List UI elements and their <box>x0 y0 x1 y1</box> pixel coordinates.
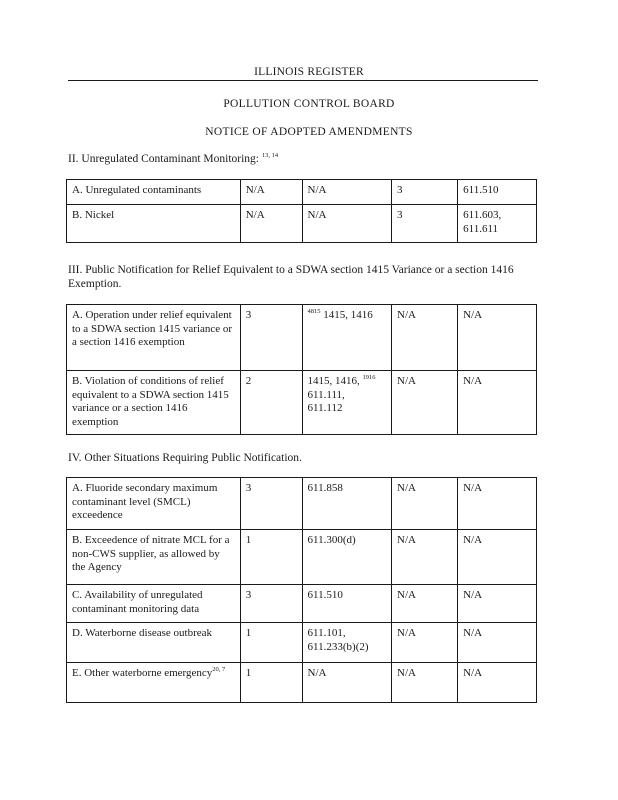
table-row <box>67 305 537 371</box>
cell-section: N/A <box>458 623 537 663</box>
cell-section: N/A <box>458 663 537 703</box>
cell-sdwa-line2: 611.233(b)(2) <box>307 640 369 653</box>
cell-situation <box>67 663 241 703</box>
cell-sdwa: 611.858 <box>302 478 392 530</box>
cell-situation: D. Waterborne disease outbreak <box>67 623 241 663</box>
cell-sdwa <box>302 305 392 371</box>
cell-section: N/A <box>458 478 537 530</box>
board-title: POLLUTION CONTROL BOARD <box>223 98 395 110</box>
cell-tier: 3 <box>240 585 302 623</box>
section-3-heading: III. Public Notification for Relief Equivalent to a SDWA section 1415 Variance or a section 1416 Exemption. <box>68 264 514 290</box>
cell-situation-text: E. Other waterborne emergency <box>72 667 213 679</box>
cell-section: N/A <box>458 371 537 435</box>
cell-situation: A. Operation under relief equivalent to a SDWA section 1415 variance or a section 1416 exemption <box>67 305 241 371</box>
section-4-heading: IV. Other Situations Requiring Public Notification. <box>68 452 302 464</box>
cell-sdwa-text: 611.101, <box>307 627 346 639</box>
cell-tier-num: N/A <box>392 585 458 623</box>
cell-sdwa-line2: 611.111, <box>307 388 345 401</box>
cell-footnote: 20, 7 <box>212 666 226 673</box>
cell-situation: B. Exceedence of nitrate MCL for a non-CWS supplier, as allowed by the Agency <box>67 530 241 585</box>
cell-footnote: 1916 <box>362 374 376 381</box>
cell-situation: B. Nickel <box>67 205 241 243</box>
cell-situation: A. Unregulated contaminants <box>67 180 241 205</box>
cell-sdwa <box>302 623 392 663</box>
cell-section: N/A <box>458 305 537 371</box>
table-row <box>67 371 537 435</box>
cell-sdwa: N/A <box>302 180 392 205</box>
cell-tier-num: N/A <box>392 371 458 435</box>
notice-title: NOTICE OF ADOPTED AMENDMENTS <box>205 126 413 138</box>
cell-section: N/A <box>458 585 537 623</box>
cell-tier: N/A <box>240 205 302 243</box>
register-title: ILLINOIS REGISTER <box>254 66 364 78</box>
cell-tier: 2 <box>240 371 302 435</box>
table-row <box>67 478 537 530</box>
cell-situation: B. Violation of conditions of relief equivalent to a SDWA section 1415 variance or a section 1416 exemption <box>67 371 241 435</box>
table-row <box>67 180 537 205</box>
cell-sdwa-text: 1415, 1416, <box>307 375 360 387</box>
cell-tier-num: N/A <box>392 663 458 703</box>
cell-situation: C. Availability of unregulated contaminant monitoring data <box>67 585 241 623</box>
table-row <box>67 623 537 663</box>
cell-tier: N/A <box>240 180 302 205</box>
cell-sdwa: 611.510 <box>302 585 392 623</box>
cell-sdwa-text: 1415, 1416 <box>323 309 373 321</box>
cell-tier-num: N/A <box>392 623 458 663</box>
table-row <box>67 663 537 703</box>
cell-tier-num: N/A <box>392 478 458 530</box>
cell-footnote: 4815 <box>307 308 321 315</box>
section-2-footnote: 13, 14 <box>261 152 279 159</box>
table-row <box>67 530 537 585</box>
cell-situation: A. Fluoride secondary maximum contaminant level (SMCL) exceedence <box>67 478 241 530</box>
cell-tier-num: N/A <box>392 530 458 585</box>
cell-sdwa-line3: 611.112 <box>307 402 343 414</box>
cell-section: N/A <box>458 530 537 585</box>
section-4-table <box>66 477 537 703</box>
cell-tier: 3 <box>240 305 302 371</box>
section-2-heading <box>68 152 538 166</box>
cell-sdwa: 611.300(d) <box>302 530 392 585</box>
cell-tier-num: N/A <box>392 305 458 371</box>
cell-tier: 1 <box>240 530 302 585</box>
cell-tier-num: 3 <box>392 180 458 205</box>
section-3-table <box>66 304 537 435</box>
cell-sdwa <box>302 371 392 435</box>
cell-tier-num: 3 <box>392 205 458 243</box>
cell-section: 611.603, 611.611 <box>458 205 537 243</box>
cell-sdwa: N/A <box>302 663 392 703</box>
table-row <box>67 585 537 623</box>
section-2-heading-text: II. Unregulated Contaminant Monitoring: <box>68 153 259 165</box>
header-rule <box>68 80 538 81</box>
cell-tier: 1 <box>240 623 302 663</box>
cell-section: 611.510 <box>458 180 537 205</box>
table-row <box>67 205 537 243</box>
cell-sdwa: N/A <box>302 205 392 243</box>
cell-tier: 1 <box>240 663 302 703</box>
section-2-table <box>66 179 537 243</box>
cell-tier: 3 <box>240 478 302 530</box>
